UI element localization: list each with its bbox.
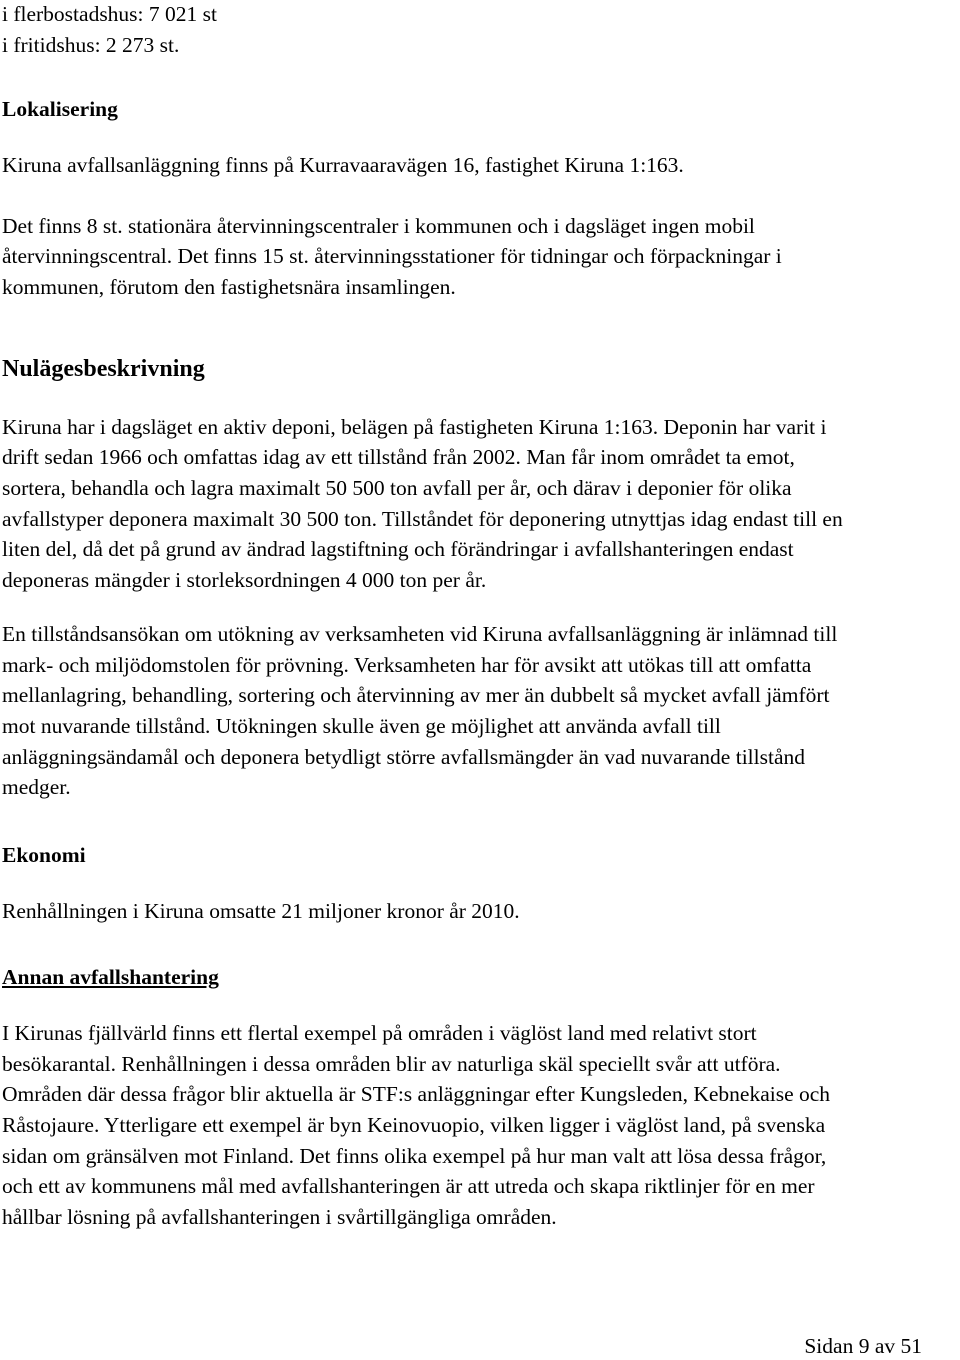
lokalisering-paragraph-2-line-2: återvinningscentral. Det finns 15 st. återvinningsstationer för tidningar och förpackningar i: [2, 244, 782, 268]
lokalisering-paragraph-2-line-1: Det finns 8 st. stationära återvinningscentraler i kommunen och i dagsläget ingen mobil: [2, 214, 755, 238]
annan-paragraph-line-1: I Kirunas fjällvärld finns ett flertal exempel på områden i väglöst land med relativt stort: [2, 1021, 757, 1045]
stat-line-flerbostadshus: i flerbostadshus: 7 021 st: [2, 2, 217, 26]
nulage-paragraph-1-line-2: drift sedan 1966 och omfattas idag av ett tillstånd från 2002. Man får inom området ta emot,: [2, 445, 795, 469]
nulage-paragraph-1-line-4: avfallstyper deponera maximalt 30 500 ton. Tillståndet för deponering utnyttjas idag endast till en: [2, 507, 843, 531]
heading-ekonomi: Ekonomi: [2, 843, 86, 867]
annan-paragraph-line-2: besökarantal. Renhållningen i dessa områden blir av naturliga skäl speciellt svår att utföra.: [2, 1052, 781, 1076]
nulage-paragraph-2-line-6: medger.: [2, 775, 71, 799]
stat-line-fritidshus: i fritidshus: 2 273 st.: [2, 33, 180, 57]
nulage-paragraph-2-line-4: mot nuvarande tillstånd. Utökningen skulle även ge möjlighet att använda avfall till: [2, 714, 721, 738]
nulage-paragraph-2-line-1: En tillståndsansökan om utökning av verksamheten vid Kiruna avfallsanläggning är inlämnad till: [2, 622, 838, 646]
nulage-paragraph-2-line-2: mark- och miljödomstolen för prövning. Verksamheten har för avsikt att utökas till att omfatta: [2, 653, 812, 677]
nulage-paragraph-1-line-5: liten del, då det på grund av ändrad lagstiftning och förändringar i avfallshanteringen endast: [2, 537, 794, 561]
nulage-paragraph-1-line-3: sortera, behandla och lagra maximalt 50 500 ton avfall per år, och därav i deponier för olika: [2, 476, 792, 500]
page-number-footer: Sidan 9 av 51: [804, 1334, 922, 1358]
nulage-paragraph-2-line-3: mellanlagring, behandling, sortering och återvinning av mer än dubbelt så mycket avfall jämfört: [2, 683, 830, 707]
ekonomi-paragraph-1: Renhållningen i Kiruna omsatte 21 miljoner kronor år 2010.: [2, 899, 520, 923]
lokalisering-paragraph-1: Kiruna avfallsanläggning finns på Kurravaaravägen 16, fastighet Kiruna 1:163.: [2, 153, 684, 177]
annan-paragraph-line-4: Råstojaure. Ytterligare ett exempel är byn Keinovuopio, vilken ligger i väglöst land, på svenska: [2, 1113, 826, 1137]
annan-paragraph-line-7: hållbar lösning på avfallshanteringen i svårtillgängliga områden.: [2, 1205, 557, 1229]
nulage-paragraph-1-line-1: Kiruna har i dagsläget en aktiv deponi, belägen på fastigheten Kiruna 1:163. Deponin har varit i: [2, 415, 827, 439]
nulage-paragraph-1-line-6: deponeras mängder i storleksordningen 4 000 ton per år.: [2, 568, 487, 592]
heading-nulagesbeskrivning: Nulägesbeskrivning: [2, 356, 205, 382]
annan-paragraph-line-6: och ett av kommunens mål med avfallshanteringen är att utreda och skapa riktlinjer för en mer: [2, 1174, 815, 1198]
annan-paragraph-line-5: sidan om gränsälven mot Finland. Det finns olika exempel på hur man valt att lösa dessa frågor,: [2, 1144, 827, 1168]
lokalisering-paragraph-2-line-3: kommunen, förutom den fastighetsnära insamlingen.: [2, 275, 456, 299]
heading-lokalisering: Lokalisering: [2, 97, 118, 121]
heading-annan-avfallshantering: Annan avfallshantering: [2, 965, 219, 989]
nulage-paragraph-2-line-5: anläggningsändamål och deponera betydligt större avfallsmängder än vad nuvarande tillstånd: [2, 745, 805, 769]
annan-paragraph-line-3: Områden där dessa frågor blir aktuella är STF:s anläggningar efter Kungsleden, Kebnekaise och: [2, 1082, 831, 1106]
